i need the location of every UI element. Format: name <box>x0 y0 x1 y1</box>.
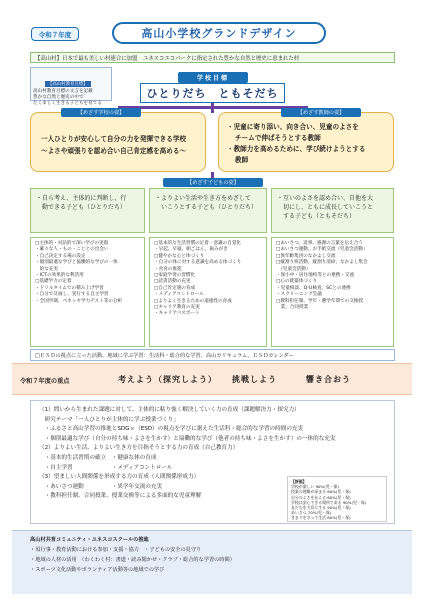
list-item: （児童会活動） <box>276 266 311 272</box>
child-ideal-column <box>149 188 267 233</box>
plan-line: （1）問いから生まれた課題に対して、主体的に粘り強く解決していく力の育成（課題解決力・探究力） <box>39 407 300 413</box>
list-item: ・ICTの効果的な利活用 <box>35 273 84 279</box>
esd-bar: □ＥＳＤの視点に立った活動、地域に学ぶ学習：生活科・総合的な学習、高山カリキュラム、ＥＳＤカレンダー <box>30 349 395 361</box>
plan-line: ・教科担任制、合同授業、授業交換等による多面的な児童理解 <box>39 493 202 500</box>
focus-word: 挑戦しよう <box>232 375 277 384</box>
list-item: □教科担任制、学年・選学年間での交換授 <box>276 298 364 304</box>
teacher-ideal-line: 教師 <box>235 156 249 164</box>
list-item: ・確々な人・もの・こととの出会い <box>35 247 109 253</box>
evaluation-item: きまりを守って生活 80%(児・保) <box>291 515 351 521</box>
village-goal-line: 豊かな自然と歴史の中で <box>33 95 84 101</box>
action-list <box>149 237 267 347</box>
list-item: □基礎学力の定着 <box>35 279 72 285</box>
village-mission: 【高山村】日本で最も美しい村連合に加盟 ユネスコエコパークに指定された豊かな自然と歴史に恵まれた村 <box>30 52 395 63</box>
school-ideal-heading: 【めざす学校の姿】 <box>61 108 141 117</box>
school-ideal-line: ～よさや頑張りを認め合い自己肯定感を高める～ <box>41 147 187 155</box>
evaluation-item: 自分のよさを伝える 80%(児・保) <box>291 494 351 500</box>
child-ideal-heading: 【めざす子どもの姿】 <box>163 178 263 187</box>
list-item: □心の就築体づくり <box>276 279 318 285</box>
list-item: □あいさつ、返事、感謝の言葉を伝え合う <box>276 241 363 246</box>
community-section <box>12 530 412 594</box>
community-heading: 高山村共育コミュニティ・ユネスコスクールの推進 <box>30 537 149 543</box>
community-line: ・須行事・教育活動における参加・支援・協力 ・子どもの安全の見守り <box>30 547 202 553</box>
plan-line: ・ふるさと高山学習の推進とSDGｓ（ESD）の視点を学びに据えた生活科・総合的な学習の時間の充実 <box>39 426 304 433</box>
teacher-ideal-line: ・教師力を高めるために、学び続けようとする <box>227 145 366 153</box>
school-ideal-line: 一人ひとりが安心して自分の力を発揮できる学校 <box>41 135 187 143</box>
list-item: ・保小中・居住地校等との連携・交流 <box>276 273 355 279</box>
list-item: 的な充実 <box>35 266 58 272</box>
plan-line: ・個別最適な学び（自分の持ち味・よさを生かす）と協働的な学び（他者の持ち味・よさを生かす）の一体的な充実 <box>39 435 336 442</box>
evaluation-item: 学校は安心できる場所である 90%(児・保) <box>291 499 367 505</box>
village-goal-line: たくましく生きる子どもを育てる <box>33 101 102 107</box>
list-item: ・自分の体に対する意識を高める体づくり <box>154 260 242 266</box>
list-item: □主体的・対話的で深い学びの実現 <box>35 241 109 246</box>
child-ideal-line: ・よりよい生活や生き方をめざして <box>155 195 252 202</box>
village-goal-heading: 【高山村教育目標】 <box>45 81 91 87</box>
focus-word: 考えよう（探究しよう） <box>118 375 217 384</box>
list-item: □キャリア教育の充実 <box>154 305 200 311</box>
evaluation-box <box>287 476 387 522</box>
connector-line <box>118 106 308 109</box>
child-ideal-column <box>271 188 394 233</box>
child-ideal-line: 切にし、ともに成長していこうと <box>283 204 374 211</box>
list-item: □異年齢集団のなかよし交流 <box>276 253 336 259</box>
plan-line: （3）望ましい人間関係を形成する力の育成（人間関係形成力） <box>39 474 200 481</box>
list-item: ・早起、早寝、朝ごはん、歯みがき <box>154 247 228 253</box>
action-list <box>30 237 145 347</box>
evaluation-item: 友だちを大切にする 90%(児・保) <box>291 505 351 511</box>
list-item: ・自分で計画し、実行する自主学習 <box>35 292 109 298</box>
teacher-ideal-heading: 【めざす教師の姿】 <box>281 108 361 117</box>
community-line: ・スポーツ文化活動やボランティア活動等の地域での学び <box>30 567 165 573</box>
community-line: ・地域の人材の活用 （わくわく村：書道・読み聞かせ・クラブ・総合的な学習の時間） <box>30 557 235 563</box>
list-item: □家庭学習の習慣化 <box>154 273 196 279</box>
plan-line: ・基本的生活習慣の確立 ・健康な体の育成 <box>39 454 157 461</box>
child-ideal-line: ・自ら考え、主体的に判断し、行 <box>36 195 127 202</box>
list-item: □基本的な生活習慣の定着・意識の自覚化 <box>154 241 242 246</box>
teacher-ideal-box <box>218 112 394 172</box>
evaluation-item: 授業の理解が深まる 80%(児・保) <box>291 489 351 495</box>
list-item: □よりよく生きるための道徳性の育成 <box>154 298 232 304</box>
plan-line: （2）よりよい生活、よりよい生き方を目指そうとする力の育成（自己教育力） <box>39 445 239 452</box>
village-goal-line: 高山村教育目標の文言を記載 <box>33 89 93 94</box>
list-item: ・ドリルタイムでの積み上げ学習 <box>35 285 104 291</box>
list-item: ・キャリアパスポート <box>154 311 200 317</box>
list-item: ・児童相談、Q-U検査、SCとの連携 <box>276 285 351 291</box>
page-title: 高山小学校グランドデザイン <box>112 22 326 44</box>
list-item: ・自己決定する場の設定 <box>35 253 86 259</box>
child-ideal-line: 動できる子ども（ひとりだち） <box>42 204 127 211</box>
list-item: ・個別最適な学びと協働的な学びの一体 <box>35 260 118 266</box>
list-item: □健やかな心と体づくり <box>154 253 205 259</box>
village-goal-box <box>30 67 112 107</box>
plan-line: ・あいさつ運動 ・異学年交流の充実 <box>39 483 163 490</box>
school-ideal-box <box>30 112 206 172</box>
evaluation-item: あいさつ 70%(児・保) <box>291 510 332 516</box>
focus-label: 令和７年度の重点 <box>20 378 70 385</box>
child-ideal-line: ・互いのよさを認め合い、自他を大 <box>277 195 374 202</box>
list-item: ・メディアコントロール <box>154 292 204 298</box>
list-item: 業、合同授業 <box>276 305 309 311</box>
child-ideal-column <box>30 188 145 233</box>
teacher-ideal-line: チームで伸ばそうとする教師 <box>235 134 321 142</box>
school-goal-label: 学校目標 <box>178 72 248 83</box>
list-item: ・全国学調、ベネッセ学力テスト等の分析 <box>35 298 123 304</box>
child-ideal-line: いこうとする子ども（ひとりだち） <box>161 204 258 211</box>
list-item: ・食育の推進 <box>154 266 182 272</box>
teacher-ideal-line: ・児童に寄り添い、向き合い、児童のよさを <box>227 123 359 131</box>
school-goal: ひとりだち ともそだち <box>140 83 285 103</box>
year-badge: 令和７年度 <box>31 27 79 41</box>
evaluation-item: 学校が楽しい 90%(児・保) <box>291 484 339 490</box>
list-item: □読書活動の充実 <box>154 279 191 285</box>
plan-line: 研究テーマ「一人ひとりが主体的に学ぶ授業づくり」 <box>39 416 179 423</box>
list-item: □縦割り班活動、縦割り清掃、なかよし集会 <box>276 260 368 266</box>
evaluation-heading: 【評価】 <box>291 479 307 484</box>
action-list <box>271 237 394 347</box>
list-item: ・スクリーニング会議 <box>276 292 322 298</box>
list-item: □あいさつ運動、お手紙交流（児童会活動） <box>276 247 368 253</box>
focus-word: 響き合おう <box>306 375 351 384</box>
plan-line: ・自主学習 ・メディアコントロール <box>39 464 173 471</box>
list-item: □自己肯定感の育成 <box>154 285 196 291</box>
child-ideal-line: する子ども（ともそだち） <box>283 213 356 220</box>
